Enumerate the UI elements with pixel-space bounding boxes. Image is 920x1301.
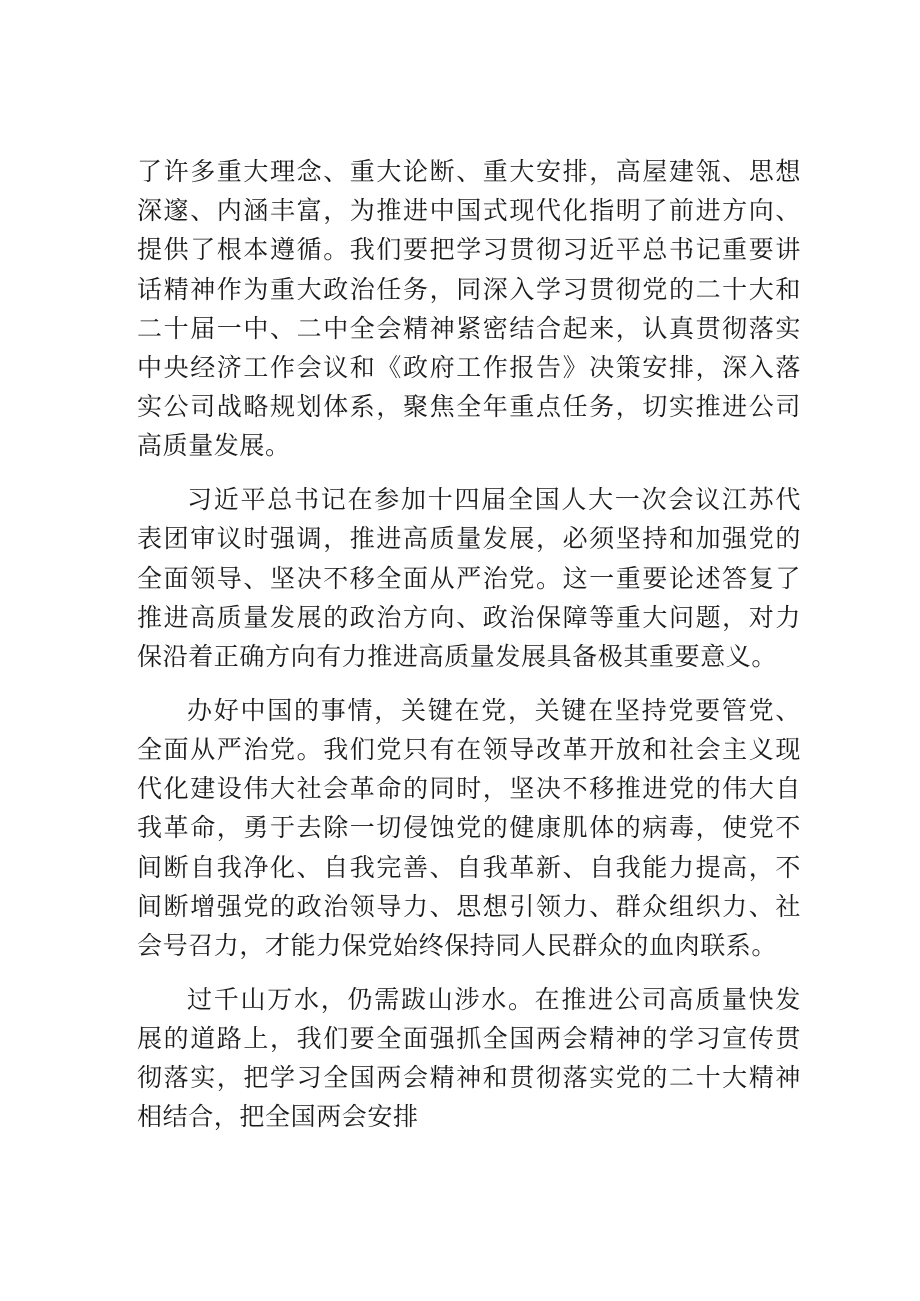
paragraph: 习近平总书记在参加十四届全国人大一次会议江苏代表团审议时强调，推进高质量发展，必须坚持和加强党的全面领导、坚决不移全面从严治党。这一重要论述答复了推进高质量发展的政治方向、政治保障等重大问题，对力保沿着正确方向有力推进高质量发展具备极其重要意义。 — [137, 485, 801, 672]
paragraph: 办好中国的事情，关键在党，关键在坚持党要管党、全面从严治党。我们党只有在领导改革开放和社会主义现代化建设伟大社会革命的同时，坚决不移推进党的伟大自我革命，勇于去除一切侵蚀党的健康肌体的病毒，使党不间断自我净化、自我完善、自我革新、自我能力提高，不间断增强党的政治领导力、思想引领力、群众组织力、社会号召力，才能力保党始终保持同人民群众的血肉联系。 — [137, 695, 801, 961]
document-body — [137, 152, 801, 1151]
paragraph-continuation: 了许多重大理念、重大论断、重大安排，高屋建瓴、思想深邃、内涵丰富，为推进中国式现代化指明了前进方向、提供了根本遵循。我们要把学习贯彻习近平总书记重要讲话精神作为重大政治任务，同深入学习贯彻党的二十大和二十届一中、二中全会精神紧密结合起来，认真贯彻落实中央经济工作会议和《政府工作报告》决策安排，深入落实公司战略规划体系，聚焦全年重点任务，切实推进公司高质量发展。 — [137, 157, 801, 461]
paragraph: 过千山万水，仍需跋山涉水。在推进公司高质量快发展的道路上，我们要全面强抓全国两会精神的学习宣传贯彻落实，把学习全国两会精神和贯彻落实党的二十大精神相结合，把全国两会安排 — [137, 984, 801, 1132]
